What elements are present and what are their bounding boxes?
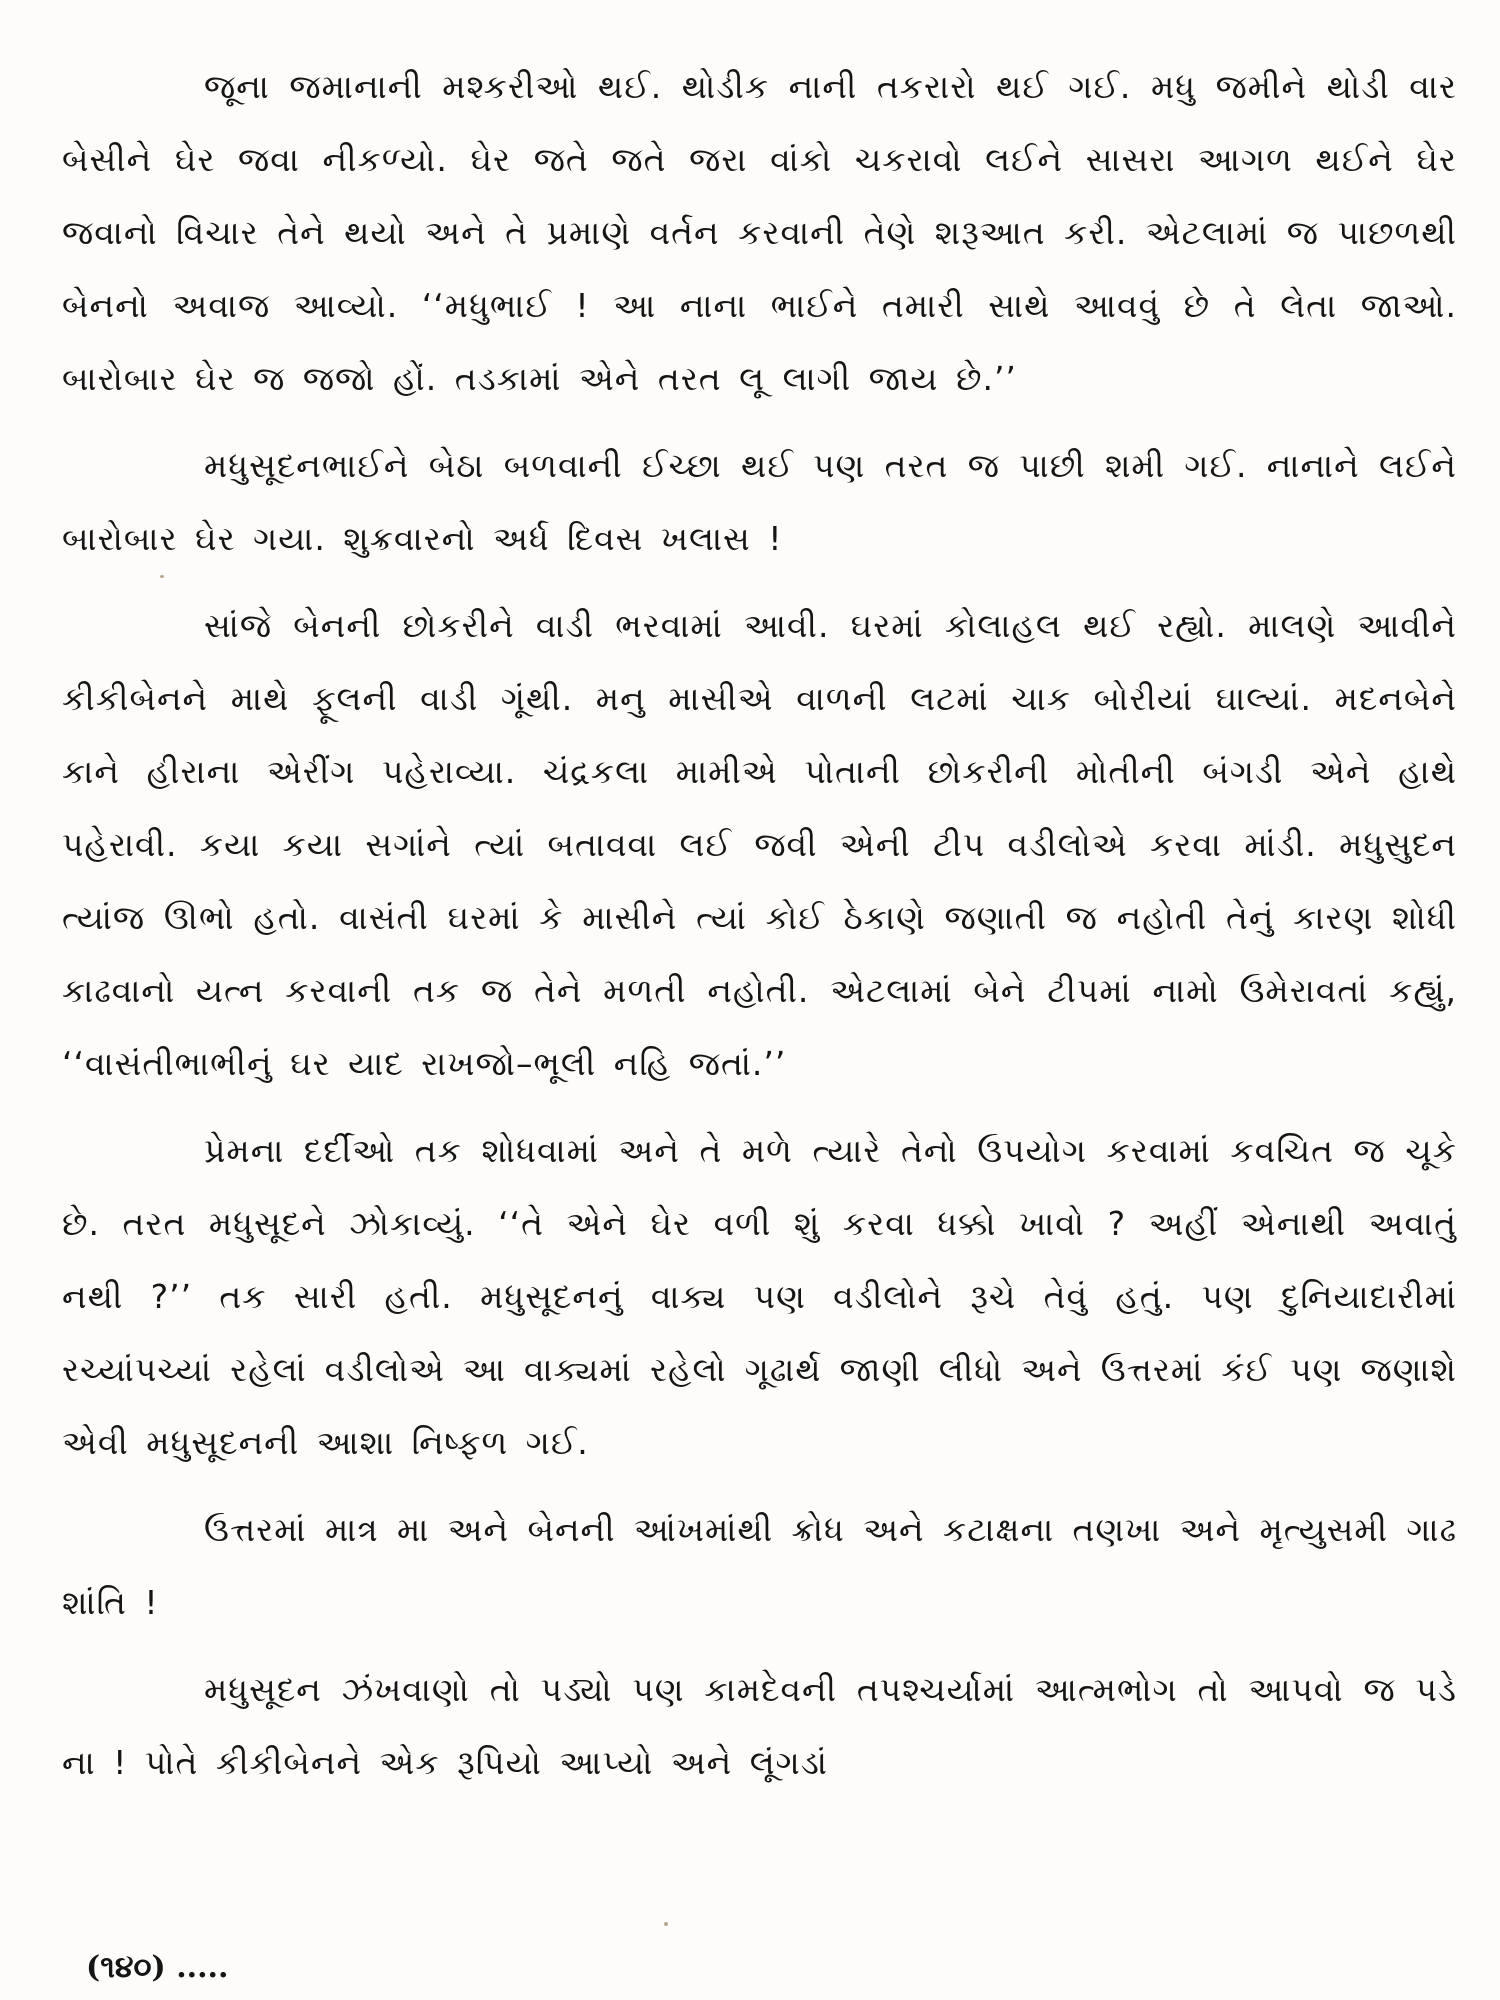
page-number: (૧૪૦) ..... xyxy=(86,1950,229,1985)
paper-speck xyxy=(160,575,164,578)
paragraph-6: મધુસૂદન ઝંખવાણો તો પડ્યો પણ કામદેવની તપશ્ચર્યામાં આત્મભોગ તો આપવો જ પડે ના ! પોતે કીકીબેનને એક રૂપિયો આપ્યો અને લૂંગડાં xyxy=(62,1670,1457,1782)
paragraph-5: ઉત્તરમાં માત્ર મા અને બેનની આંખમાંથી ક્રોધ અને કટાક્ષના તણખા અને મૃત્યુસમી ગાઢ શાંતિ ! xyxy=(62,1510,1457,1622)
paragraph-3: સાંજે બેનની છોકરીને વાડી ભરવામાં આવી. ઘરમાં કોલાહલ થઈ રહ્યો. માલણે આવીને કીકીબેનને માથે ફૂલની વાડી ગૂંથી. મનુ માસીએ વાળની લટમાં ચાક બોરીયાં ઘાલ્યાં. મદનબેને કાને હીરાના એરીંગ પહેરાવ્યા. ચંદ્રકલા મામીએ પોતાની છોકરીની મોતીની બંગડી એને હાથે પહેરાવી. કયા કયા સગાંને ત્યાં બતાવવા લઈ જવી એની ટીપ વડીલોએ કરવા માંડી. મધુસુદન ત્યાંજ ઊભો હતો. વાસંતી ઘરમાં કે માસીને ત્યાં કોઈ ઠેકાણે જણાતી જ નહોતી તેનું કારણ શોધી કાઢવાનો યત્ન કરવાની તક જ તેને મળતી નહોતી. એટલામાં બેને ટીપમાં નામો ઉમેરાવતાં કહ્યું, ‘‘વાસંતીભાભીનું ઘર યાદ રાખજો–ભૂલી નહિ જતાં.’’ xyxy=(62,606,1457,1083)
paragraph-2: મધુસૂદનભાઈને બેઠા બળવાની ઈચ્છા થઈ પણ તરત જ પાછી શમી ગઈ. નાનાને લઈને બારોબાર ઘેર ગયા. શુક્રવારનો અર્ધ દિવસ ખલાસ ! xyxy=(62,446,1457,558)
body-text xyxy=(62,50,1457,1799)
paragraph-1: જૂના જમાનાની મશ્કરીઓ થઈ. થોડીક નાની તકરારો થઈ ગઈ. મધુ જમીને થોડી વાર બેસીને ઘેર જવા નીકળ્યો. ઘેર જતે જતે જરા વાંકો ચકરાવો લઈને સાસરા આગળ થઈને ઘેર જવાનો વિચાર તેને થયો અને તે પ્રમાણે વર્તન કરવાની તેણે શરૂઆત કરી. એટલામાં જ પાછળથી બેનનો અવાજ આવ્યો. ‘‘મધુભાઈ ! આ નાના ભાઈને તમારી સાથે આવવું છે તે લેતા જાઓ. બારોબાર ઘેર જ જજો હોં. તડકામાં એને તરત લૂ લાગી જાય છે.’’ xyxy=(62,67,1457,398)
paragraph-4: પ્રેમના દર્દીઓ તક શોધવામાં અને તે મળે ત્યારે તેનો ઉપયોગ કરવામાં કવચિત જ ચૂકે છે. તરત મધુસૂદને ઝોકાવ્યું. ‘‘તે એને ઘેર વળી શું કરવા ધક્કો ખાવો ? અહીં એનાથી અવાતું નથી ?’’ તક સારી હતી. મધુસૂદનનું વાક્ય પણ વડીલોને રૂચે તેવું હતું. પણ દુનિયાદારીમાં રચ્યાંપચ્યાં રહેલાં વડીલોએ આ વાક્યમાં રહેલો ગૂઢાર્થ જાણી લીધો અને ઉત્તરમાં કંઈ પણ જણાશે એવી મધુસૂદનની આશા નિષ્ફળ ગઈ. xyxy=(62,1131,1457,1462)
paper-speck xyxy=(664,1922,668,1926)
